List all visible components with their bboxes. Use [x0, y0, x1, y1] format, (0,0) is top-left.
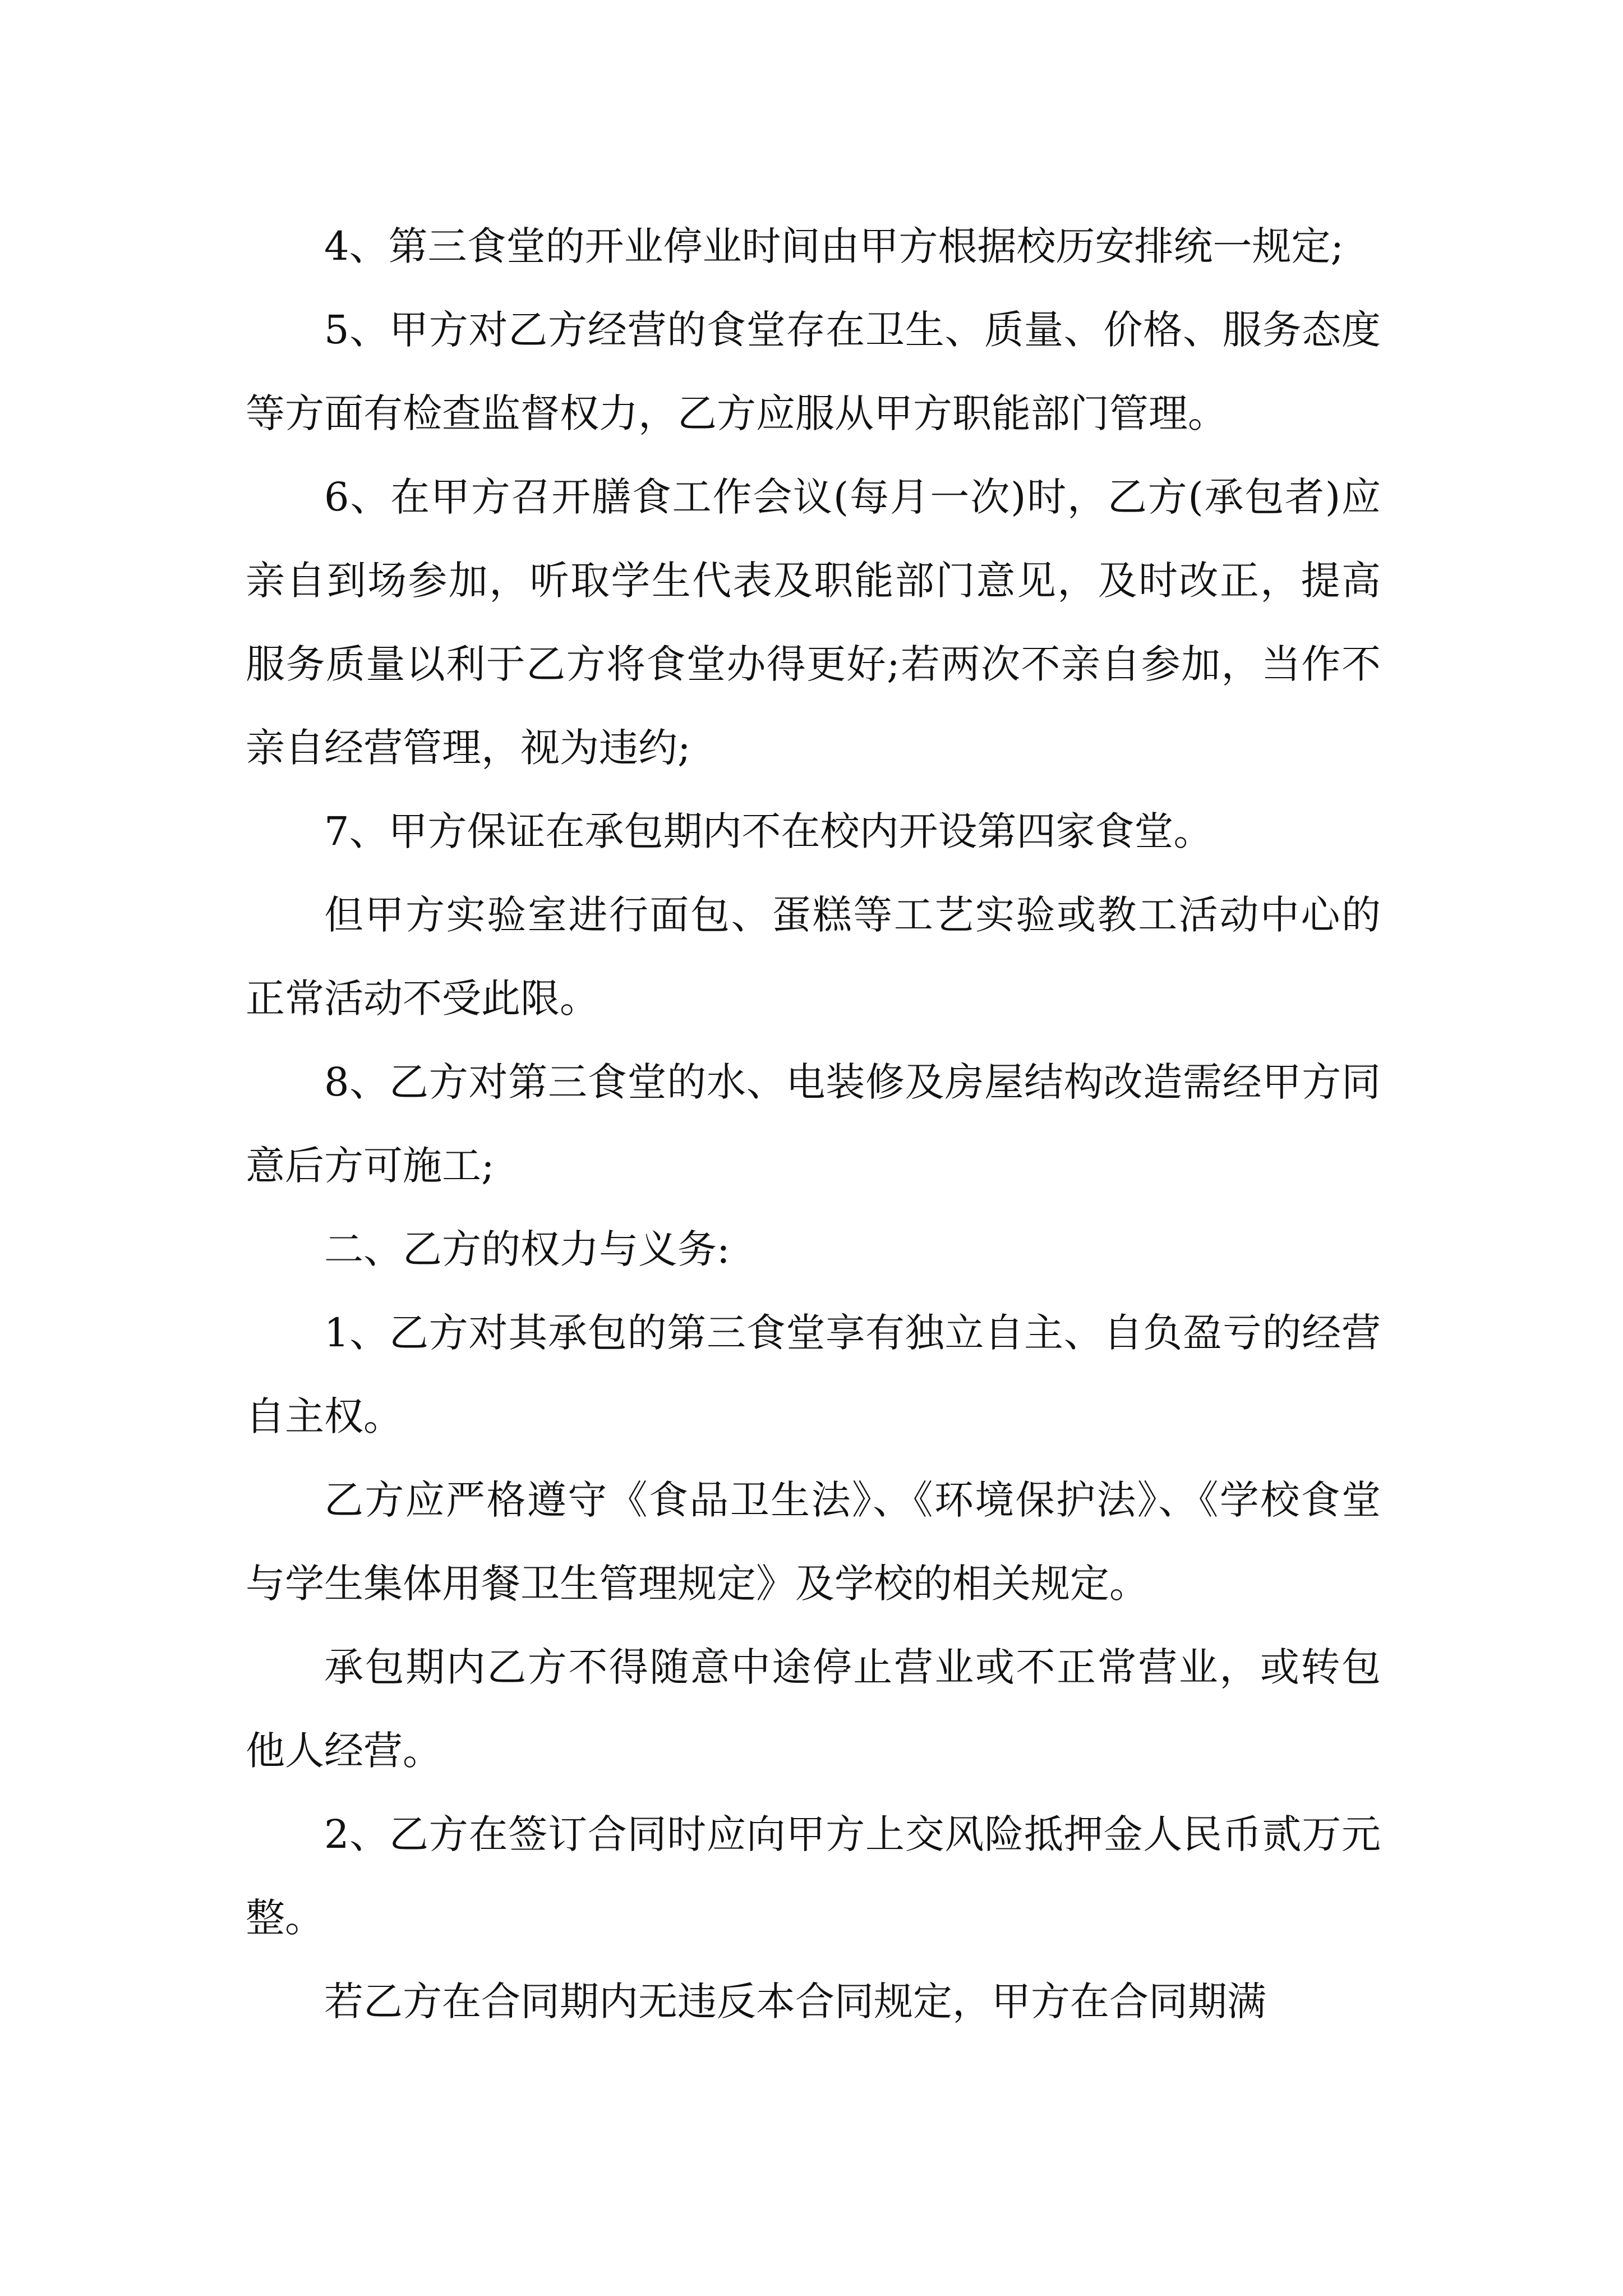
clause-8-paragraph: 8、乙方对第三食堂的水、电装修及房屋结构改造需经甲方同意后方可施工;: [246, 1059, 1381, 1189]
no-suspension-paragraph: 承包期内乙方不得随意中途停止营业或不正常营业，或转包他人经营。: [246, 1644, 1381, 1774]
clause-6-paragraph: 6、在甲方召开膳食工作会议(每月一次)时，乙方(承包者)应亲自到场参加，听取学生代表及职能部门意见，及时改正，提高服务质量以利于乙方将食堂办得更好;若两次不亲自参加，当作不亲自经营管理，视为违约;: [246, 474, 1381, 771]
regulations-paragraph: 乙方应严格遵守《食品卫生法》、《环境保护法》、《学校食堂与学生集体用餐卫生管理规定》及学校的相关规定。: [246, 1477, 1381, 1607]
section-2-clause-2-paragraph: 2、乙方在签订合同时应向甲方上交风险抵押金人民币贰万元整。: [246, 1811, 1381, 1941]
clause-5-paragraph: 5、甲方对乙方经营的食堂存在卫生、质量、价格、服务态度等方面有检查监督权力，乙方应服从甲方职能部门管理。: [246, 307, 1381, 436]
document-body: [246, 205, 1381, 2044]
deposit-return-paragraph: 若乙方在合同期内无违反本合同规定，甲方在合同期满: [324, 1978, 1266, 2024]
clause-7-paragraph: 7、甲方保证在承包期内不在校内开设第四家食堂。: [324, 808, 1213, 854]
section-2-heading: 二、乙方的权力与义务:: [324, 1226, 730, 1272]
clause-4-paragraph: 4、第三食堂的开业停业时间由甲方根据校历安排统一规定;: [324, 223, 1344, 269]
clause-7-exception-paragraph: 但甲方实验室进行面包、蛋糕等工艺实验或教工活动中心的正常活动不受此限。: [246, 892, 1381, 1022]
section-2-clause-1-paragraph: 1、乙方对其承包的第三食堂享有独立自主、自负盈亏的经营自主权。: [246, 1310, 1381, 1439]
